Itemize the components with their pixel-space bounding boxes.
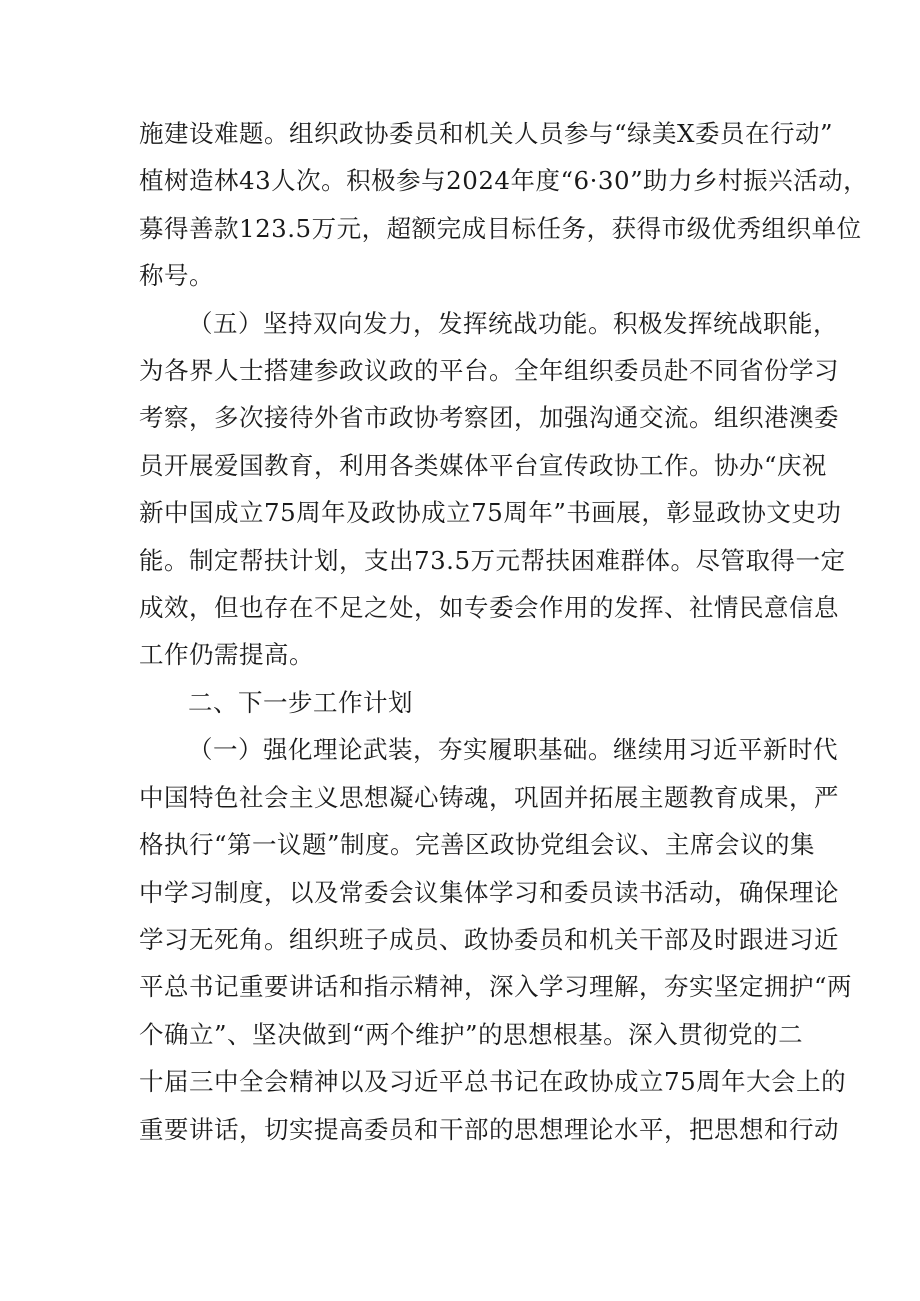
text-line: 中学习制度，以及常委会议集体学习和委员读书活动，确保理论: [139, 877, 839, 907]
paragraph-theory-study: [139, 726, 853, 1153]
text-line: 格执行“第一议题”制度。完善区政协党组会议、主席会议的集: [139, 830, 816, 860]
text-line: 考察，多次接待外省市政协考察团，加强沟通交流。组织港澳委: [139, 403, 839, 433]
text-line: 能。制定帮扶计划，支出73.5万元帮扶困难群体。尽管取得一定: [139, 545, 846, 575]
text-line: （一）强化理论武装，夯实履职基础。继续用习近平新时代: [188, 735, 838, 765]
text-line: 重要讲话，切实提高委员和干部的思想理论水平，把思想和行动: [139, 1114, 839, 1144]
text-line: 工作仍需提高。: [139, 640, 314, 670]
text-line: 施建设难题。组织政协委员和机关人员参与“绿美X委员在行动”: [139, 119, 833, 148]
text-line: 为各界人士搭建参政议政的平台。全年组织委员赴不同省份学习: [139, 356, 839, 386]
text-line: 称号。: [139, 261, 214, 291]
paragraph-rural-revitalization: [139, 110, 869, 300]
text-line: 新中国成立75周年及政协成立75周年”书画展，彰显政协文史功: [139, 498, 842, 528]
text-line: 募得善款123.5万元，超额完成目标任务，获得市级优秀组织单位: [139, 213, 862, 243]
text-line: （五）坚持双向发力，发挥统战功能。积极发挥统战职能，: [188, 308, 838, 338]
text-line: 植树造林43人次。积极参与2024年度“6·30”助力乡村振兴活动，: [139, 166, 869, 196]
text-line: 十届三中全会精神以及习近平总书记在政协成立75周年大会上的: [139, 1067, 847, 1097]
text-line: 员开展爱国教育，利用各类媒体平台宣传政协工作。协办“庆祝: [139, 450, 828, 480]
text-line: 个确立”、坚决做到“两个维护”的思想根基。深入贯彻党的二: [139, 1019, 804, 1049]
paragraph-united-front: [139, 300, 846, 679]
text-line: 平总书记重要讲话和指示精神，深入学习理解，夯实坚定拥护“两: [139, 972, 853, 1002]
section-heading: 二、下一步工作计划: [188, 687, 413, 717]
text-line: 学习无死角。组织班子成员、政协委员和机关干部及时跟进习近: [139, 924, 839, 954]
text-line: 中国特色社会主义思想凝心铸魂，巩固并拓展主题教育成果，严: [139, 782, 839, 812]
text-line: 成效，但也存在不足之处，如专委会作用的发挥、社情民意信息: [139, 593, 839, 623]
document-body: [139, 110, 869, 1153]
